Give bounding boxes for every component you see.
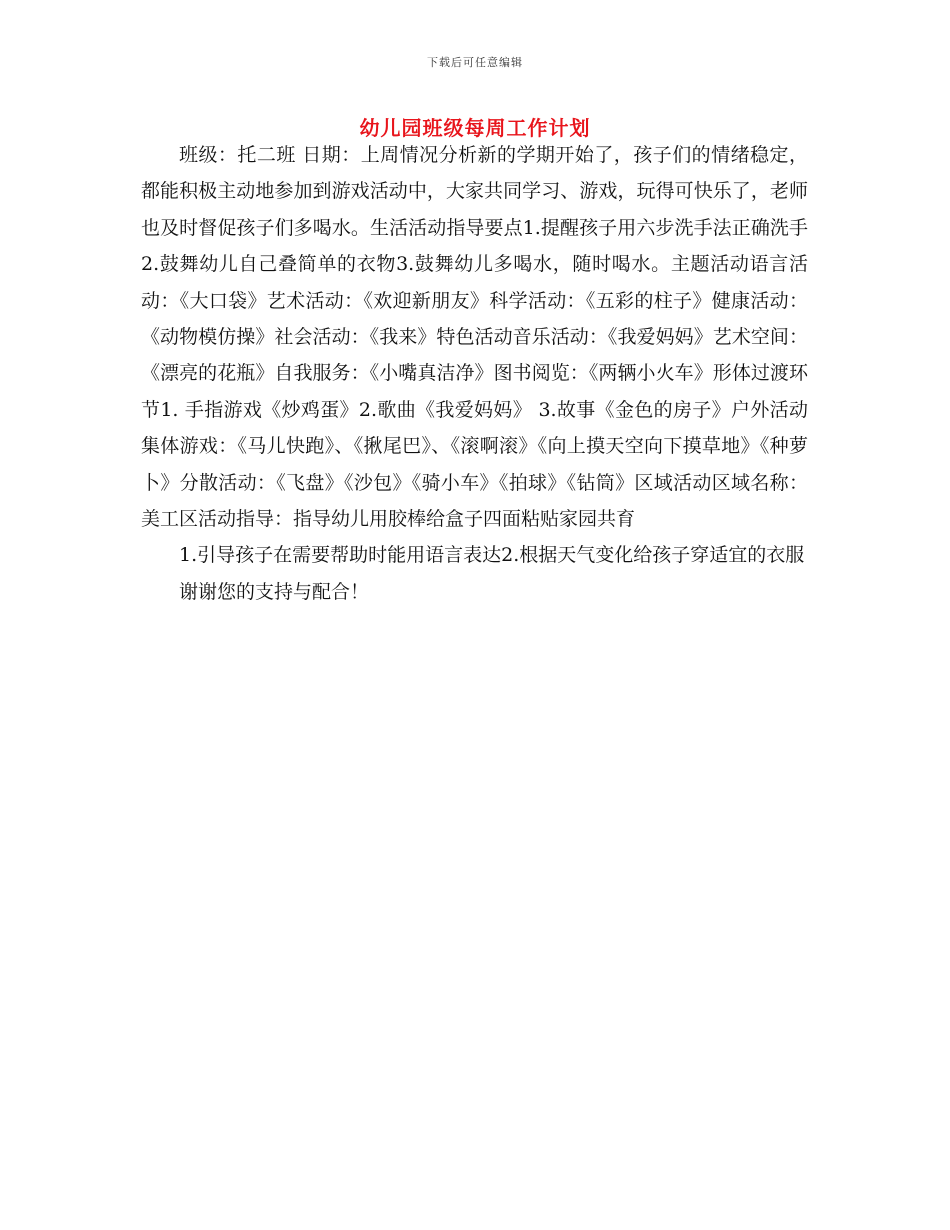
body-paragraph-home-school: 1.引导孩子在需要帮助时能用语言表达2.根据天气变化给孩子穿适宜的衣服	[179, 544, 805, 567]
body-paragraph-thanks: 谢谢您的支持与配合！	[179, 580, 370, 603]
document-body	[141, 137, 808, 610]
page-header-note: 下载后可任意编辑	[427, 56, 523, 69]
body-paragraph-plan: 班级：托二班 日期：上周情况分析新的学期开始了，孩子们的情绪稳定，都能积极主动地参加到游戏活动中，大家共同学习、游戏，玩得可快乐了，老师也及时督促孩子们多喝水。生活活动指导要点1.提醒孩子用六步洗手法正确洗手2.鼓舞幼儿自己叠简单的衣物3.鼓舞幼儿多喝水，随时喝水。主题活动语言活动：《大口袋》艺术活动：《欢迎新朋友》科学活动：《五彩的柱子》健康活动：《动物模仿操》社会活动：《我来》特色活动音乐活动：《我爱妈妈》艺术空间：《漂亮的花瓶》自我服务：《小嘴真洁净》图书阅览：《两辆小火车》形体过渡环节1. 手指游戏《炒鸡蛋》2.歌曲《我爱妈妈》 3.故事《金色的房子》户外活动集体游戏：《马儿快跑》、《揪尾巴》、《滚啊滚》《向上摸天空向下摸草地》《种萝卜》分散活动：《飞盘》《沙包》《骑小车》《拍球》《钻筒》区域活动区域名称：美工区活动指导：指导幼儿用胶棒给盒子四面粘贴家园共育	[141, 144, 808, 531]
document-title: 幼儿园班级每周工作计划	[359, 116, 591, 140]
